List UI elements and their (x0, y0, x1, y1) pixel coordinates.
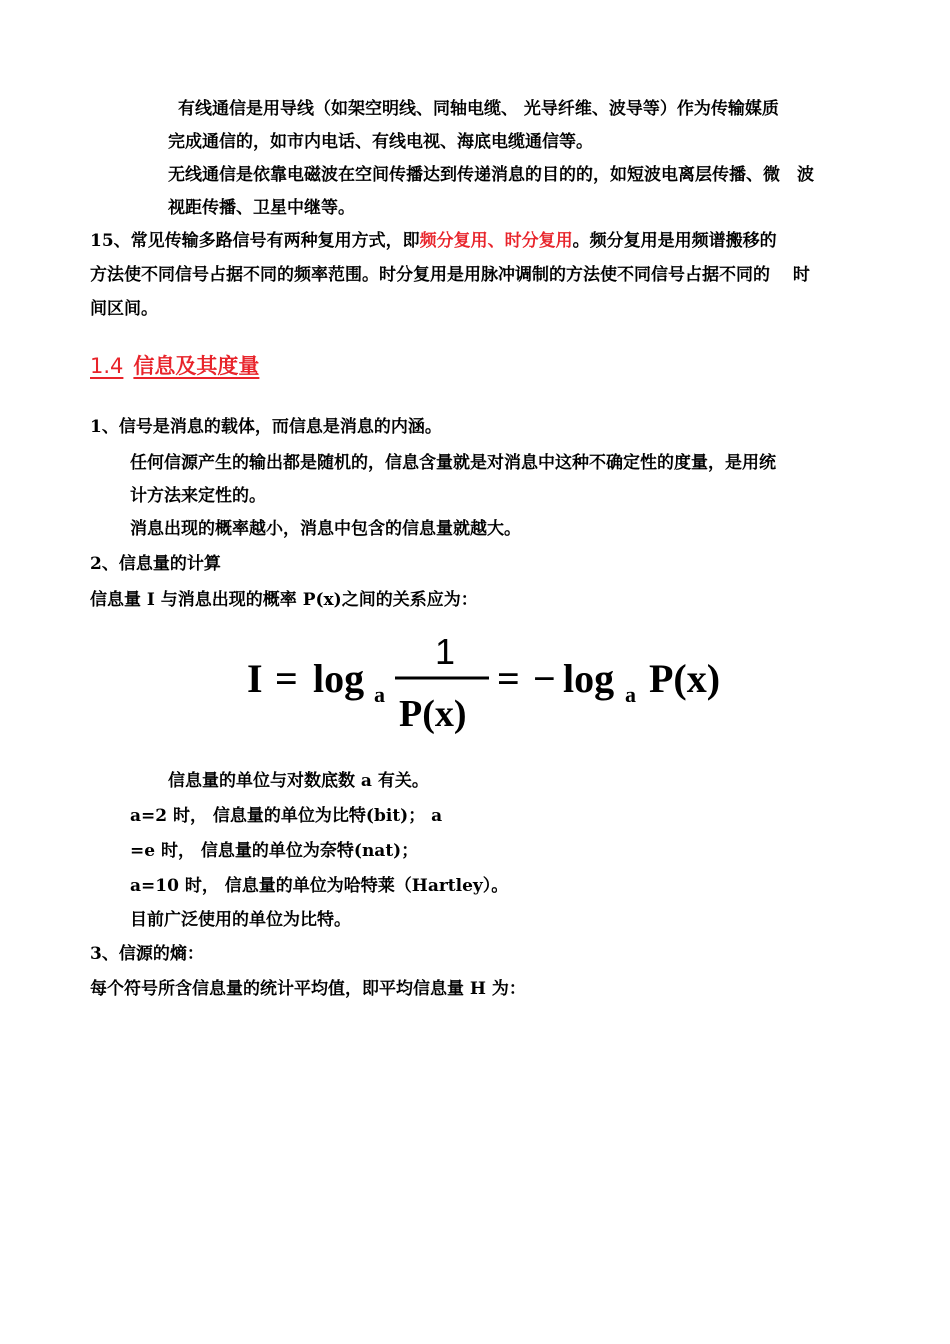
item-3: 3、信源的熵： (90, 944, 204, 964)
section-title: 信息及其度量 (133, 354, 260, 378)
formula-base: a (374, 682, 385, 707)
text-line: 消息出现的概率越小，消息中包含的信息量就越大。 (130, 519, 521, 539)
text-line: 无线通信是依靠电磁波在空间传播达到传递消息的目的的，如短波电离层传播、微 波 (168, 165, 814, 185)
text-line: 信息量 I 与消息出现的概率 P(x)之间的关系应为： (90, 590, 478, 610)
section-number: 1.4 (90, 354, 124, 378)
formula-base: a (625, 682, 636, 707)
text-line: 完成通信的，如市内电话、有线电视、海底电缆通信等。 (168, 132, 593, 152)
formula-numerator: 1 (435, 631, 456, 672)
formula-minus: − (533, 656, 556, 701)
formula-argument: P(x) (649, 656, 721, 701)
formula-log: log (563, 656, 615, 701)
text-line: 间区间。 (90, 299, 158, 319)
text-line: 视距传播、卫星中继等。 (168, 198, 355, 218)
information-formula (245, 630, 745, 740)
formula-denominator: P(x) (399, 693, 467, 735)
text-line: 方法使不同信号占据不同的频率范围。时分复用是用脉冲调制的方法使不同信号占据不同的 时 (90, 265, 810, 285)
formula-log: log (313, 656, 365, 701)
text-span: 15、常见传输多路信号有两种复用方式，即 (90, 231, 420, 251)
formula-equals: = (497, 656, 520, 701)
text-line (90, 230, 777, 252)
text-line: 目前广泛使用的单位为比特。 (130, 910, 351, 930)
text-line: 每个符号所含信息量的统计平均值，即平均信息量 H 为： (90, 979, 526, 999)
item-2: 2、信息量的计算 (90, 554, 221, 574)
text-line: 计方法来定性的。 (130, 486, 266, 506)
text-line: a=10 时， 信息量的单位为哈特莱（Hartley）。 (130, 876, 509, 896)
highlight-text: 频分复用、时分复用 (419, 231, 573, 251)
text-line: 有线通信是用导线（如架空明线、同轴电缆、 光导纤维、波导等）作为传输媒质 (178, 99, 779, 119)
text-line: =e 时， 信息量的单位为奈特(nat)； (130, 841, 419, 861)
text-line: a=2 时， 信息量的单位为比特(bit)； a (130, 806, 443, 826)
formula-lhs: I (247, 656, 263, 701)
section-heading (90, 352, 259, 380)
formula-equals: = (275, 656, 298, 701)
text-span: 。频分复用是用频谱搬移的 (572, 231, 777, 251)
item-1: 1、信号是消息的载体，而信息是消息的内涵。 (90, 417, 442, 437)
text-line: 任何信源产生的输出都是随机的，信息含量就是对消息中这种不确定性的度量，是用统 (130, 453, 776, 473)
text-line: 信息量的单位与对数底数 a 有关。 (168, 771, 429, 791)
